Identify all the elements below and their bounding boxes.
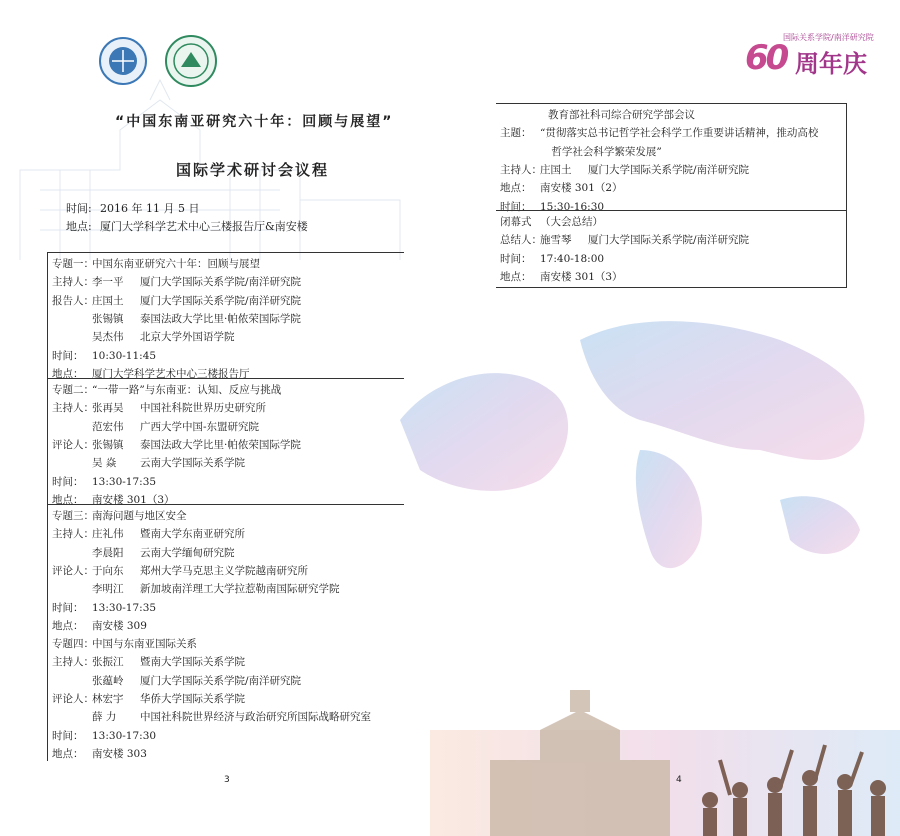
agenda-row	[500, 126, 818, 140]
place-value: 厦门大学科学艺术中心三楼报告厅&南安楼	[100, 220, 308, 233]
agenda-row	[52, 294, 301, 308]
agenda-row	[52, 312, 301, 326]
row-detail: 13:30-17:35	[92, 601, 157, 614]
row-detail: 暨南大学国际关系学院	[140, 656, 245, 669]
row-detail: 17:40-18:00	[540, 252, 605, 265]
row-role: 专题一：	[52, 258, 94, 270]
row-person: 张锡镇	[92, 438, 124, 451]
conference-title: “中国东南亚研究六十年：回顾与展望”	[115, 114, 394, 130]
row-person: 张再吴	[92, 402, 124, 415]
row-detail: 厦门大学国际关系学院/南洋研究院	[588, 163, 750, 176]
agenda-row	[52, 582, 340, 596]
row-detail: 厦门大学国际关系学院/南洋研究院	[588, 234, 750, 247]
agenda-row	[52, 257, 260, 271]
agenda-row	[52, 729, 156, 743]
row-role: 地点：	[52, 747, 84, 760]
row-person: 李晨阳	[92, 546, 124, 559]
agenda-row	[52, 564, 308, 578]
row-detail: 15:30-16:30	[540, 200, 605, 213]
row-role: 地点：	[500, 182, 532, 195]
row-person: 庄国土	[92, 294, 124, 307]
row-person: 吴杰伟	[92, 331, 124, 344]
row-detail: 南安楼 303	[92, 747, 147, 760]
agenda-row	[52, 637, 197, 651]
row-role: 地点：	[500, 270, 532, 283]
row-detail: 厦门大学国际关系学院/南洋研究院	[140, 294, 302, 307]
row-person: 薛 力	[92, 711, 117, 724]
agenda-row	[500, 270, 623, 284]
row-detail: “贯彻落实总书记哲学社会科学工作重要讲话精神，推动高校	[540, 127, 819, 140]
agenda-row	[500, 215, 603, 229]
anniversary-badge	[745, 32, 885, 82]
row-detail: 教育部社科司综合研究学部会议	[548, 109, 695, 121]
row-detail: 南安楼 301（2）	[540, 182, 623, 195]
session-box-2	[47, 378, 404, 505]
row-person: 范宏伟	[92, 420, 124, 433]
agenda-row	[52, 747, 147, 761]
agenda-row	[52, 619, 147, 633]
row-person: 张锡镇	[92, 312, 124, 325]
row-role: 主持人：	[52, 402, 94, 415]
row-detail: 泰国法政大学比里·帕侬荣国际学院	[140, 312, 301, 325]
row-role: 时间：	[52, 475, 84, 488]
row-detail: 哲学社会科学繁荣发展”	[548, 145, 662, 158]
row-role: 评论人：	[52, 438, 94, 451]
row-role: 时间：	[500, 200, 532, 213]
anniversary-number: 60	[745, 38, 787, 78]
row-detail: 云南大学国际关系学院	[140, 457, 245, 470]
agenda-row	[52, 475, 156, 489]
agenda-row	[52, 655, 245, 669]
row-detail: 中国社科院世界历史研究所	[140, 402, 266, 415]
row-detail: （大会总结）	[540, 216, 603, 228]
row-role: 地点：	[52, 619, 84, 632]
row-role: 时间：	[500, 252, 532, 265]
agenda-row	[52, 401, 266, 415]
anniversary-caption: 国际关系学院/南洋研究院	[783, 33, 874, 42]
agenda-row	[52, 710, 371, 724]
row-detail: 中国东南亚研究六十年：回顾与展望	[92, 258, 260, 270]
row-detail: 厦门大学国际关系学院/南洋研究院	[140, 674, 302, 687]
session-box-5	[496, 210, 847, 288]
agenda-row	[52, 349, 156, 363]
conference-place	[66, 218, 308, 234]
agenda-row	[52, 456, 245, 470]
row-role: 专题二：	[52, 384, 94, 396]
row-detail: 泰国法政大学比里·帕侬荣国际学院	[140, 438, 301, 451]
agenda-row	[52, 692, 245, 706]
place-label: 地点:	[66, 220, 92, 233]
row-role: 报告人：	[52, 294, 94, 307]
row-detail: 13:30-17:30	[92, 729, 157, 742]
row-detail: 南海问题与地区安全	[92, 510, 187, 522]
row-person: 庄礼伟	[92, 528, 124, 541]
page-number-right: 4	[676, 775, 682, 785]
agenda-row	[52, 330, 235, 344]
date-value: 2016 年 11 月 5 日	[100, 202, 200, 215]
row-detail: 厦门大学国际关系学院/南洋研究院	[140, 276, 302, 289]
conference-date	[66, 200, 199, 216]
agenda-row	[52, 601, 156, 615]
agenda-row	[52, 420, 259, 434]
session-box-4	[496, 103, 847, 211]
row-detail: 南安楼 309	[92, 619, 147, 632]
row-person: 庄国土	[540, 163, 572, 176]
row-detail: 南安楼 301（3）	[540, 270, 623, 283]
university-logo-icon	[164, 34, 218, 88]
row-role: 总结人：	[500, 234, 542, 247]
row-role: 主持人：	[500, 163, 542, 176]
agenda-row	[52, 438, 301, 452]
row-detail: 10:30-11:45	[92, 349, 157, 362]
row-person: 吴 焱	[92, 457, 117, 470]
agenda-row	[52, 546, 235, 560]
row-role: 时间：	[52, 349, 84, 362]
row-detail: 厦门大学科学艺术中心三楼报告厅	[92, 367, 250, 380]
agenda-row	[500, 163, 749, 177]
row-detail: 中国与东南亚国际关系	[92, 638, 197, 651]
agenda-row	[52, 509, 187, 523]
page-number-left: 3	[224, 775, 230, 785]
row-detail: 新加坡南洋理工大学拉惹勒南国际研究学院	[140, 583, 340, 596]
row-role: 主持人：	[52, 276, 94, 289]
row-person: 李明江	[92, 583, 124, 596]
row-detail: “一带一路”与东南亚：认知、反应与挑战	[92, 384, 282, 396]
crowd-and-building-illustration	[430, 690, 900, 836]
row-person: 张振江	[92, 656, 124, 669]
row-person: 施雪琴	[540, 234, 572, 247]
row-detail: 广西大学中国-东盟研究院	[140, 420, 260, 433]
row-role: 主持人：	[52, 656, 94, 669]
row-role: 闭幕式	[500, 216, 532, 228]
row-detail: 南安楼 301（3）	[92, 493, 175, 506]
session-box-3	[47, 504, 404, 761]
agenda-row	[500, 252, 604, 266]
row-detail: 北京大学外国语学院	[140, 331, 235, 344]
row-role: 地点：	[52, 367, 84, 380]
row-role: 时间：	[52, 729, 84, 742]
row-person: 林宏宇	[92, 693, 124, 705]
agenda-title: 国际学术研讨会议程	[176, 161, 330, 179]
row-person: 于向东	[92, 564, 124, 577]
row-person: 张蕴岭	[92, 674, 124, 687]
row-role: 地点：	[52, 493, 84, 506]
session-box-1	[47, 252, 404, 379]
agenda-row	[500, 233, 749, 247]
date-label: 时间:	[66, 202, 92, 215]
agenda-row	[52, 275, 301, 289]
agenda-row	[500, 145, 662, 159]
agenda-row	[500, 181, 623, 195]
anniversary-label: 周年庆	[795, 50, 867, 78]
row-role: 时间：	[52, 601, 84, 614]
agenda-row	[500, 108, 695, 122]
world-map-background	[380, 300, 900, 600]
row-role: 评论人：	[52, 564, 94, 577]
institute-logo-icon	[98, 36, 148, 86]
row-person: 李一平	[92, 276, 124, 289]
agenda-row	[52, 527, 245, 541]
row-role: 专题四：	[52, 638, 94, 651]
row-detail: 华侨大学国际关系学院	[140, 693, 245, 705]
row-detail: 中国社科院世界经济与政治研究所国际战略研究室	[140, 711, 371, 724]
row-role: 评论人：	[52, 693, 94, 705]
row-detail: 13:30-17:35	[92, 475, 157, 488]
row-role: 专题三：	[52, 510, 94, 522]
row-detail: 暨南大学东南亚研究所	[140, 528, 245, 541]
agenda-row	[52, 383, 281, 397]
row-role: 主持人：	[52, 528, 94, 541]
row-detail: 郑州大学马克思主义学院越南研究所	[140, 564, 308, 577]
row-role: 主题：	[500, 127, 532, 140]
agenda-row	[52, 674, 301, 688]
row-detail: 云南大学缅甸研究院	[140, 546, 235, 559]
